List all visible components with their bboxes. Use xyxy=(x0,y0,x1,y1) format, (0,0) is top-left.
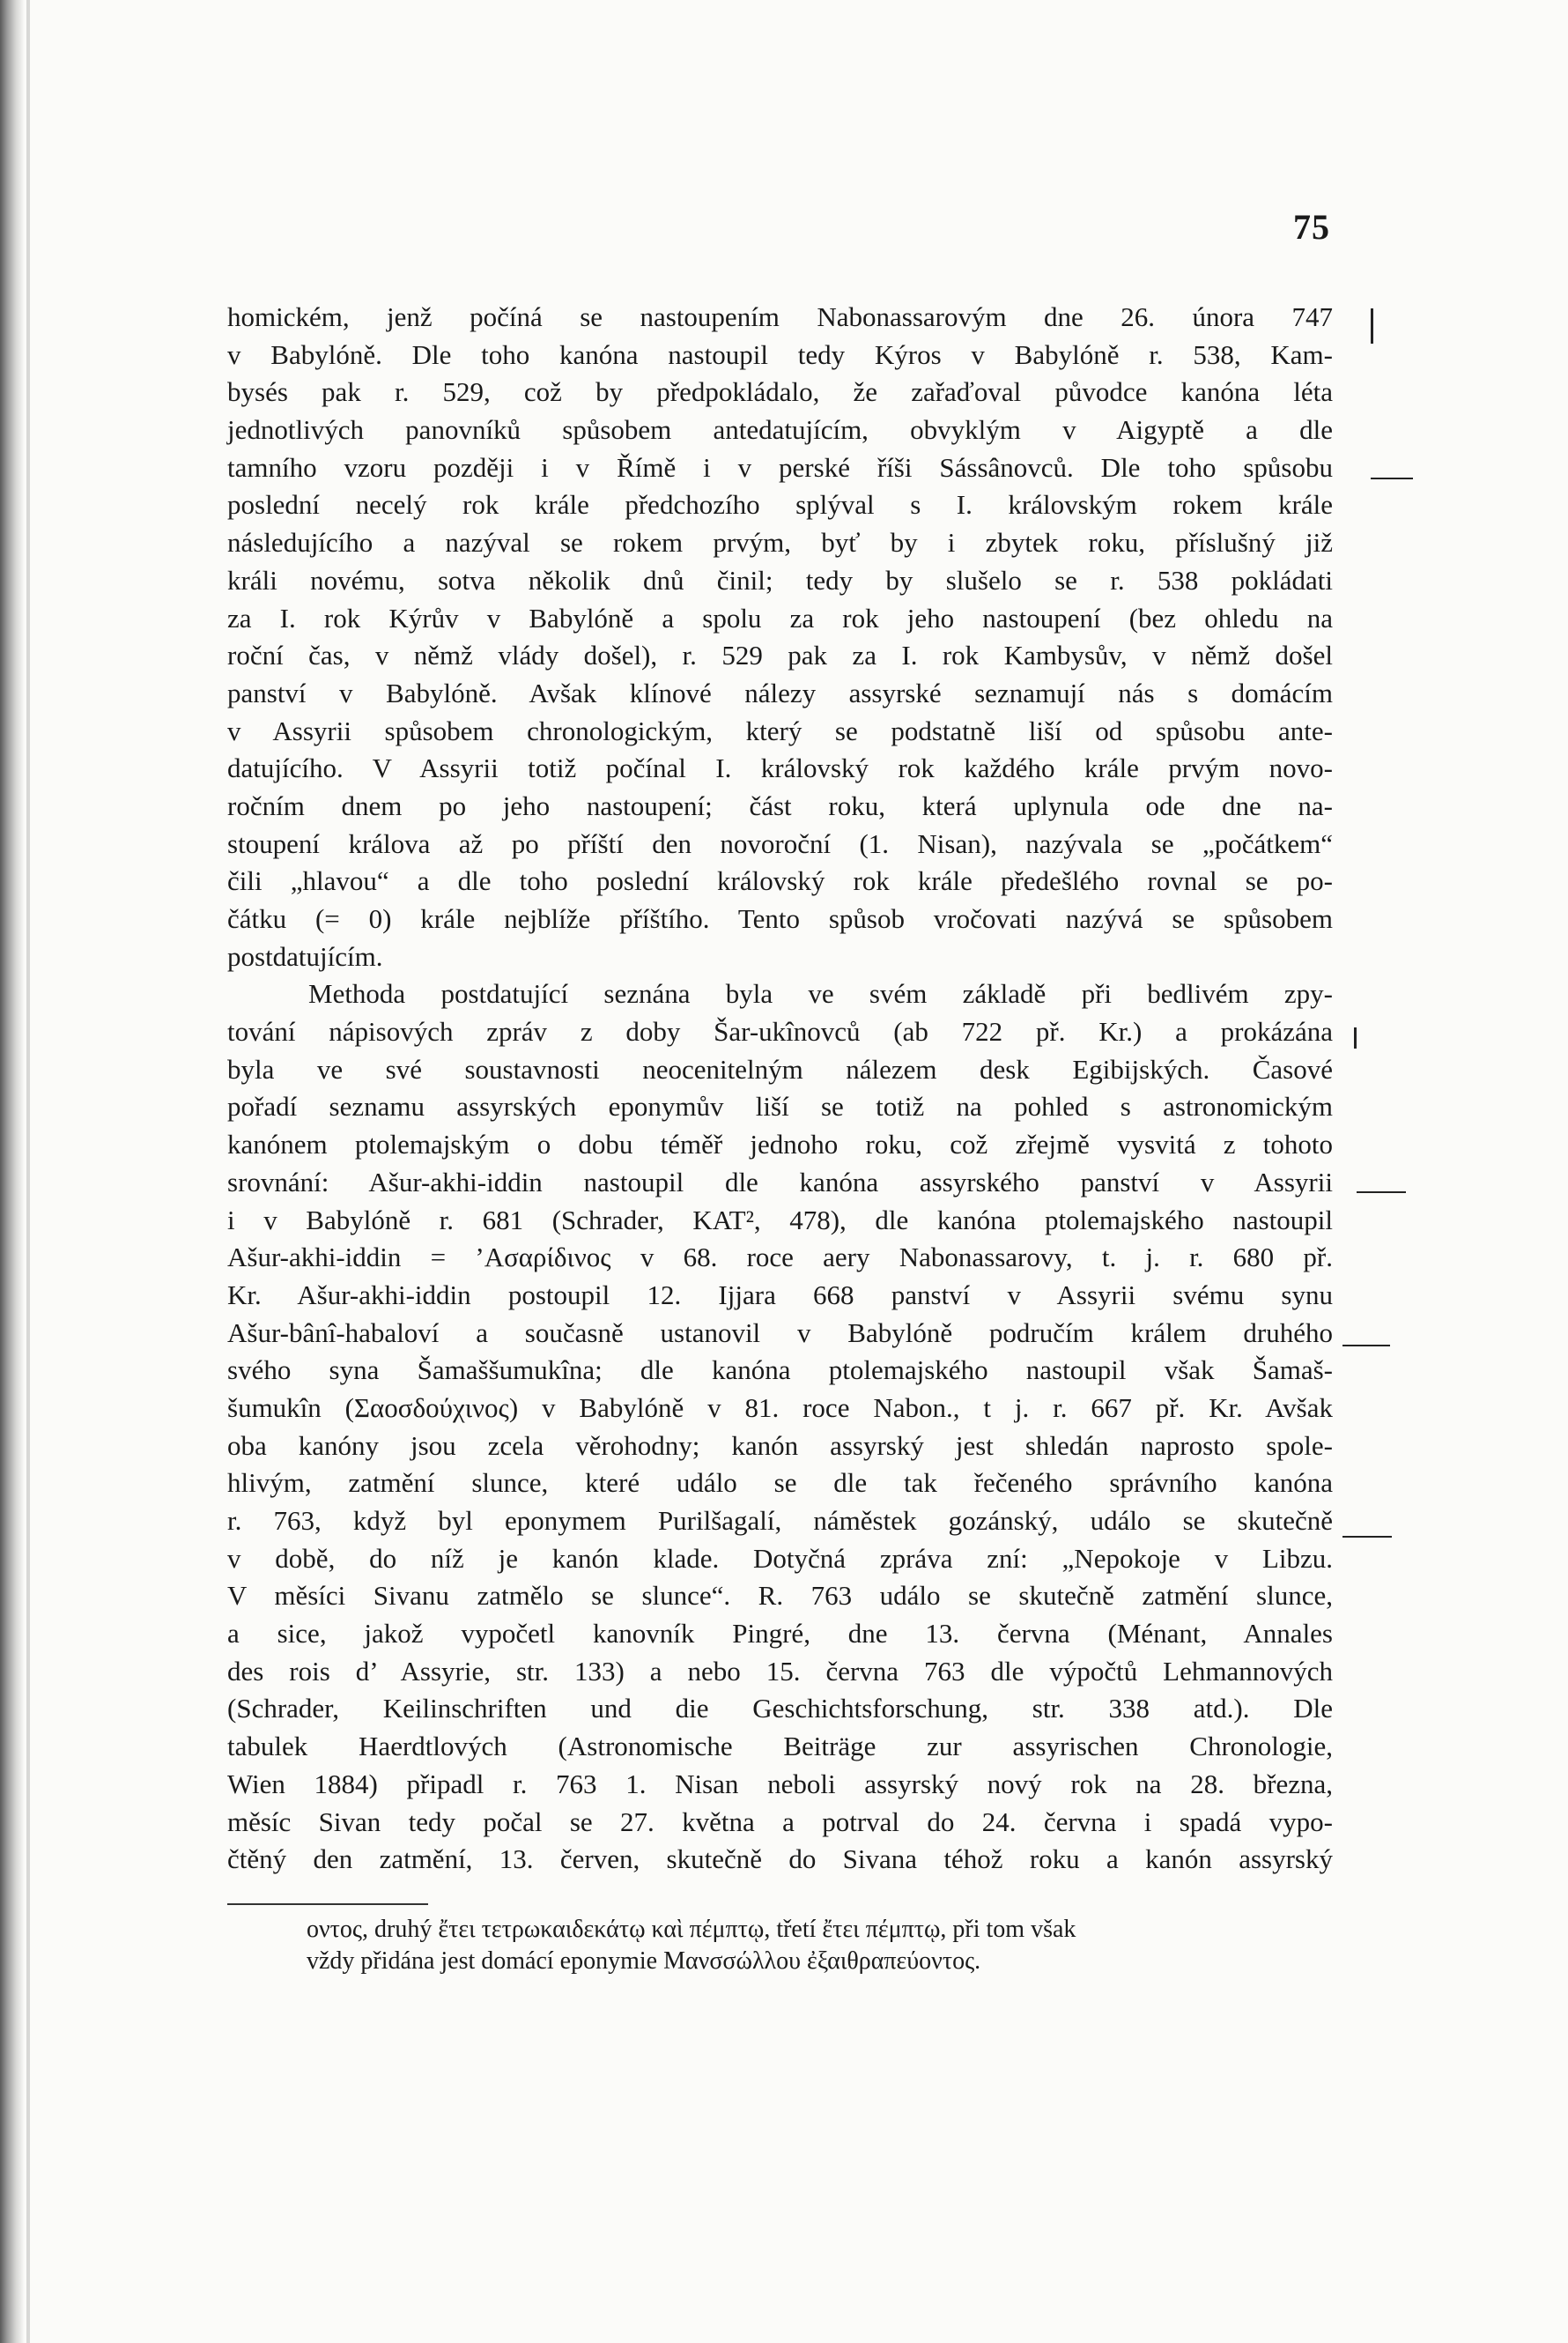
text-line: v Assyrii spůsobem chronologickým, který se podstatně liší od spůsobu ante- xyxy=(227,715,1333,746)
text-line: měsíc Sivan tedy počal se 27. května a potrval do 24. června i spadá vypo- xyxy=(227,1805,1333,1837)
text-line: Wien 1884) připadl r. 763 1. Nisan neboli assyrský nový rok na 28. března, xyxy=(227,1768,1333,1799)
text-line: oba kanóny jsou zcela věrohodny; kanón assyrský jest shledán naprosto spole- xyxy=(227,1429,1333,1461)
margin-bar-mark xyxy=(1354,1027,1357,1049)
footnote-line: vždy přidána jest domácí eponymie Μανσσώλλου ἐξαιθραπεύοντος. xyxy=(307,1947,981,1975)
text-line: i v Babylóně r. 681 (Schrader, KAT², 478), dle kanóna ptolemajského nastoupil xyxy=(227,1204,1333,1235)
text-line: Kr. Ašur-akhi-iddin postoupil 12. Ijjara 668 panství v Assyrii svému synu xyxy=(227,1279,1333,1310)
text-line: roční čas, v němž vlády došel), r. 529 pak za I. rok Kambysův, v němž došel xyxy=(227,640,1333,671)
footnotes xyxy=(307,1914,1313,1977)
text-line: svého syna Šamaššumukîna; dle kanóna ptolemajského nastoupil však Šamaš- xyxy=(227,1354,1333,1386)
text-line: čtěný den zatmění, 13. červen, skutečně do Sivana téhož roku a kanón assyrský xyxy=(227,1843,1333,1875)
text-line: Ašur-bânî-habaloví a současně ustanovil v Babylóně područím králem druhého xyxy=(227,1316,1333,1348)
text-line: ročním dnem po jeho nastoupení; část roku, která uplynula ode dne na- xyxy=(227,790,1333,821)
text-line: čátku (= 0) krále nejblíže příštího. Tento spůsob vročovati nazývá se spůsobem xyxy=(227,903,1333,934)
text-line: pořadí seznamu assyrských eponymův liší se totiž na pohled s astronomickým xyxy=(227,1091,1333,1123)
text-line: r. 763, když byl eponymem Purilšagalí, náměstek gozánský, událo se skutečně xyxy=(227,1505,1333,1536)
margin-line-mark xyxy=(1357,1191,1406,1193)
text-line: tování nápisových zpráv z doby Šar-ukînovců (ab 722 př. Kr.) a prokázána xyxy=(227,1016,1333,1048)
text-line: panství v Babylóně. Avšak klínové nálezy assyrské seznamují nás s domácím xyxy=(227,677,1333,708)
text-line: v době, do níž je kanón klade. Dotyčná zpráva zní: „Nepokoje v Libzu. xyxy=(227,1542,1333,1574)
text-line: a sice, jakož vypočetl kanovník Pingré, dne 13. června (Ménant, Annales xyxy=(227,1618,1333,1650)
text-line: srovnání: Ašur-akhi-iddin nastoupil dle kanóna assyrského panství v Assyrii xyxy=(227,1166,1333,1197)
text-line: stoupení králova až po příští den novoroční (1. Nisan), nazývala se „počátkem“ xyxy=(227,827,1333,859)
body-text xyxy=(227,299,1333,1879)
text-line: jednotlivých panovníků spůsobem antedatujícím, obvyklým v Aigyptě a dle xyxy=(227,414,1333,446)
text-line: datujícího. V Assyrii totiž počínal I. královský rok každého krále prvým novo- xyxy=(227,753,1333,784)
margin-bar-mark xyxy=(1371,308,1373,344)
footnote-line: οντος, druhý ἔτει τετρωκαιδεκάτῳ καὶ πέμπτῳ, třetí ἔτει πέμπτῳ, při tom však xyxy=(307,1916,1076,1943)
margin-line-mark xyxy=(1371,478,1413,479)
text-line: bysés pak r. 529, což by předpokládalo, že zařaďoval původce kanóna léta xyxy=(227,376,1333,408)
text-line: hlivým, zatmění slunce, které událo se dle tak řečeného správního kanóna xyxy=(227,1467,1333,1499)
text-line: kanónem ptolemajským o dobu téměř jednoho roku, což zřejmě vysvitá z tohoto xyxy=(227,1129,1333,1160)
text-line: čili „hlavou“ a dle toho poslední královský rok krále předešlého rovnal se po- xyxy=(227,865,1333,897)
page-spine-shadow xyxy=(0,0,25,2343)
margin-line-mark xyxy=(1342,1345,1390,1346)
text-line: králi novému, sotva několik dnů činil; tedy by slušelo se r. 538 pokládati xyxy=(227,564,1333,596)
text-line: V měsíci Sivanu zatmělo se slunce“. R. 763 událo se skutečně zatmění slunce, xyxy=(227,1580,1333,1612)
text-line: Ašur-akhi-iddin = ’Ασαρίδινος v 68. roce aery Nabonassarovy, t. j. r. 680 př. xyxy=(227,1242,1333,1273)
page-number: 75 xyxy=(1293,207,1330,247)
text-line: (Schrader, Keilinschriften und die Geschichtsforschung, str. 338 atd.). Dle xyxy=(227,1693,1333,1724)
text-line: Methoda postdatující seznána byla ve svém základě při bedlivém zpy- xyxy=(308,978,1333,1010)
text-line: postdatujícím. xyxy=(227,940,383,972)
text-line: byla ve své soustavnosti neocenitelným nálezem desk Egibijských. Časové xyxy=(227,1053,1333,1085)
footnote-separator xyxy=(227,1903,428,1905)
text-line: v Babylóně. Dle toho kanóna nastoupil tedy Kýros v Babylóně r. 538, Kam- xyxy=(227,338,1333,370)
text-line: za I. rok Kýrův v Babylóně a spolu za rok jeho nastoupení (bez ohledu na xyxy=(227,602,1333,634)
page-fold-line xyxy=(26,0,30,2343)
text-line: tamního vzoru později i v Římě i v perské říši Sássânovců. Dle toho spůsobu xyxy=(227,451,1333,483)
text-line: homickém, jenž počíná se nastoupením Nabonassarovým dne 26. února 747 xyxy=(227,301,1333,332)
text-line: des rois d’ Assyrie, str. 133) a nebo 15. června 763 dle výpočtů Lehmannových xyxy=(227,1655,1333,1687)
text-line: poslední necelý rok krále předchozího splýval s I. královským rokem krále xyxy=(227,489,1333,521)
text-line: šumukîn (Σαοσδούχινος) v Babylóně v 81. roce Nabon., t j. r. 667 př. Kr. Avšak xyxy=(227,1391,1333,1423)
text-line: následujícího a nazýval se rokem prvým, byť by i zbytek roku, příslušný již xyxy=(227,527,1333,559)
margin-line-mark xyxy=(1342,1536,1392,1538)
text-line: tabulek Haerdtlových (Astronomische Beiträge zur assyrischen Chronologie, xyxy=(227,1731,1333,1762)
